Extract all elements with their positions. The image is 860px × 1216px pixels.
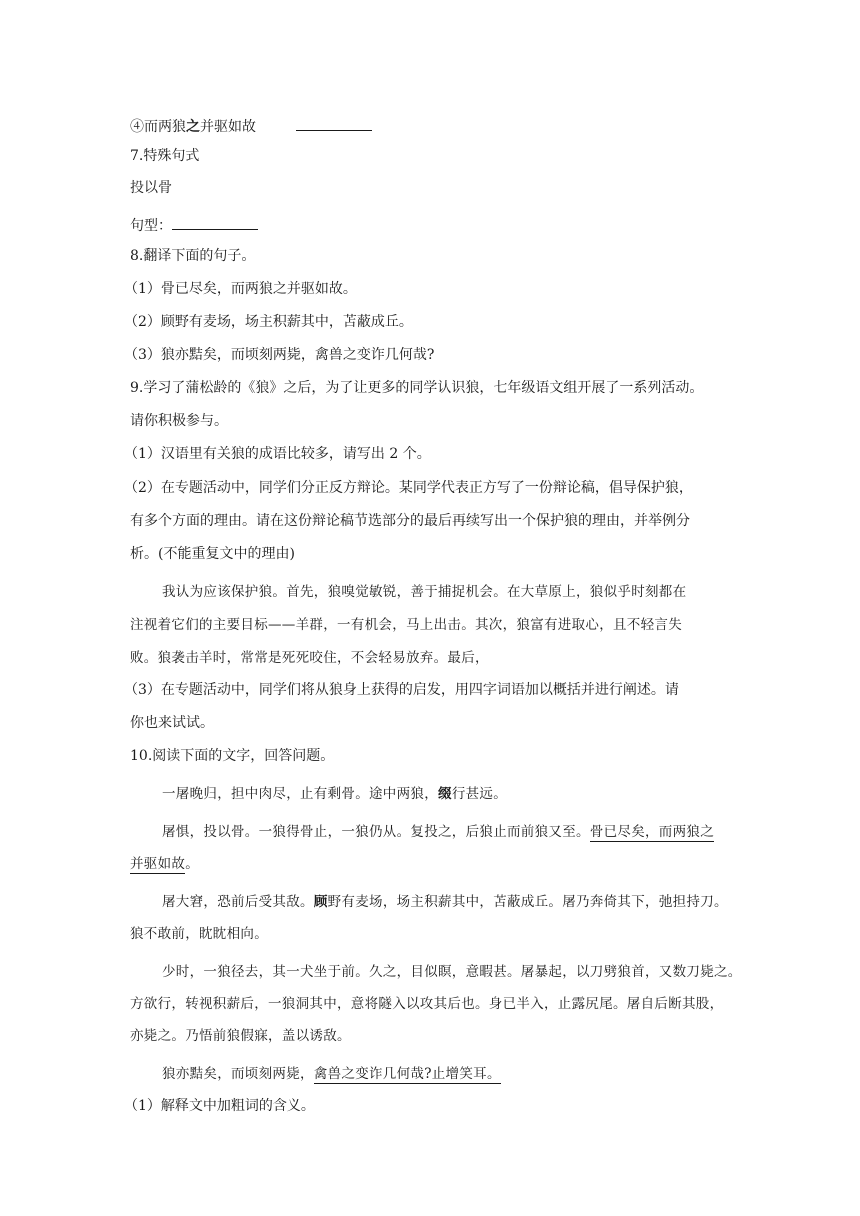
passage-p2-a: 屠惧，投以骨。一狼得骨止，一狼仍从。复投之，后狼止而前狼又至。 xyxy=(162,824,590,840)
q6-item4-label: ④而两狼 xyxy=(130,119,186,135)
passage-p3-c: 狼不敢前，眈眈相向。 xyxy=(130,926,268,942)
answer-blank[interactable] xyxy=(296,114,372,131)
q6-item-4 xyxy=(130,114,372,137)
passage-p1 xyxy=(162,784,507,804)
q9-sub-2-line-2: 有多个方面的理由。请在这份辩论稿节选部分的最后再续写出一个保护狼的理由，并举例分 xyxy=(130,513,690,529)
speech-line-3: 败。狼袭击羊时，常常是死死咬住，不会轻易放弃。最后， xyxy=(130,650,489,666)
underlined-sentence-1-cont: 并驱如故 xyxy=(130,856,186,872)
q7-sentence: 投以骨 xyxy=(130,180,172,196)
passage-p4-c: 亦毙之。乃悟前狼假寐，盖以诱敌。 xyxy=(130,1028,351,1044)
passage-p1-b: 行甚远。 xyxy=(451,786,508,802)
speech-line-2: 注视着它们的主要目标——羊群，一有机会，马上出击。其次，狼富有进取心，且不轻言失 xyxy=(130,617,682,633)
q7-pattern-label: 句型： xyxy=(130,218,172,234)
q9-sub-3-line-1: （3）在专题活动中，同学们将从狼身上获得的启发，用四字词语加以概括并进行阐述。请 xyxy=(124,682,679,698)
bold-word-gu: 顾 xyxy=(313,894,328,910)
period: 。 xyxy=(185,856,200,872)
q10-sub-1: （1）解释文中加粗词的含义。 xyxy=(124,1098,315,1114)
bold-word-zhui: 缀 xyxy=(438,786,452,802)
q10-title: 10.阅读下面的文字，回答问题。 xyxy=(130,748,335,764)
q9-sub-2-line-1: （2）在专题活动中，同学们分正反方辩论。某同学代表正方写了一份辩论稿，倡导保护狼， xyxy=(124,480,693,496)
q9-sub-1: （1）汉语里有关狼的成语比较多，请写出 2 个。 xyxy=(124,446,431,462)
passage-p5-a: 狼亦黠矣，而顷刻两毙， xyxy=(162,1066,314,1082)
q8-item-1: （1）骨已尽矣，而两狼之并驱如故。 xyxy=(124,281,357,297)
passage-p4-a: 少时，一狼径去，其一犬坐于前。久之，目似瞑，意暇甚。屠暴起，以刀劈狼首，又数刀毙之。 xyxy=(162,964,742,980)
q8-item-2: （2）顾野有麦场，场主积薪其中，苫蔽成丘。 xyxy=(124,314,413,330)
passage-p3-b: 野有麦场，场主积薪其中，苫蔽成丘。屠乃奔倚其下，弛担持刀。 xyxy=(327,894,728,910)
q9-title-line-2: 请你积极参与。 xyxy=(130,413,228,429)
passage-p3 xyxy=(162,892,728,912)
underlined-sentence-2: 禽兽之变诈几何哉?止增笑耳。 xyxy=(313,1066,501,1082)
q9-title-line-1: 9.学习了蒲松龄的《狼》之后，为了让更多的同学认识狼，七年级语文组开展了一系列活动。 xyxy=(130,380,704,396)
q7-title: 7.特殊句式 xyxy=(130,148,200,164)
q6-item4-rest: 并驱如故 xyxy=(200,119,256,135)
passage-p3-a: 屠大窘，恐前后受其敌。 xyxy=(162,894,314,910)
q6-item4-bold-word: 之 xyxy=(186,119,200,135)
q7-pattern xyxy=(130,213,258,236)
q9-sub-2-line-3: 析。(不能重复文中的理由) xyxy=(130,546,295,562)
passage-p5 xyxy=(162,1064,501,1084)
passage-p4-b: 方欲行，转视积薪后，一狼洞其中，意将隧入以攻其后也。身已半入，止露尻尾。屠自后断其股， xyxy=(130,996,724,1012)
passage-p2-cont xyxy=(130,854,199,874)
passage-p2 xyxy=(162,822,714,842)
q8-item-3: （3）狼亦黠矣，而顷刻两毙，禽兽之变诈几何哉? xyxy=(124,347,435,363)
q8-title: 8.翻译下面的句子。 xyxy=(130,248,256,264)
passage-p1-a: 一屠晚归，担中肉尽，止有剩骨。途中两狼， xyxy=(162,786,438,802)
q9-sub-3-line-2: 你也来试试。 xyxy=(130,715,214,731)
speech-line-1: 我认为应该保护狼。首先，狼嗅觉敏锐，善于捕捉机会。在大草原上，狼似乎时刻都在 xyxy=(162,584,687,600)
answer-blank[interactable] xyxy=(172,213,258,230)
underlined-sentence-1: 骨已尽矣，而两狼之 xyxy=(589,824,715,840)
